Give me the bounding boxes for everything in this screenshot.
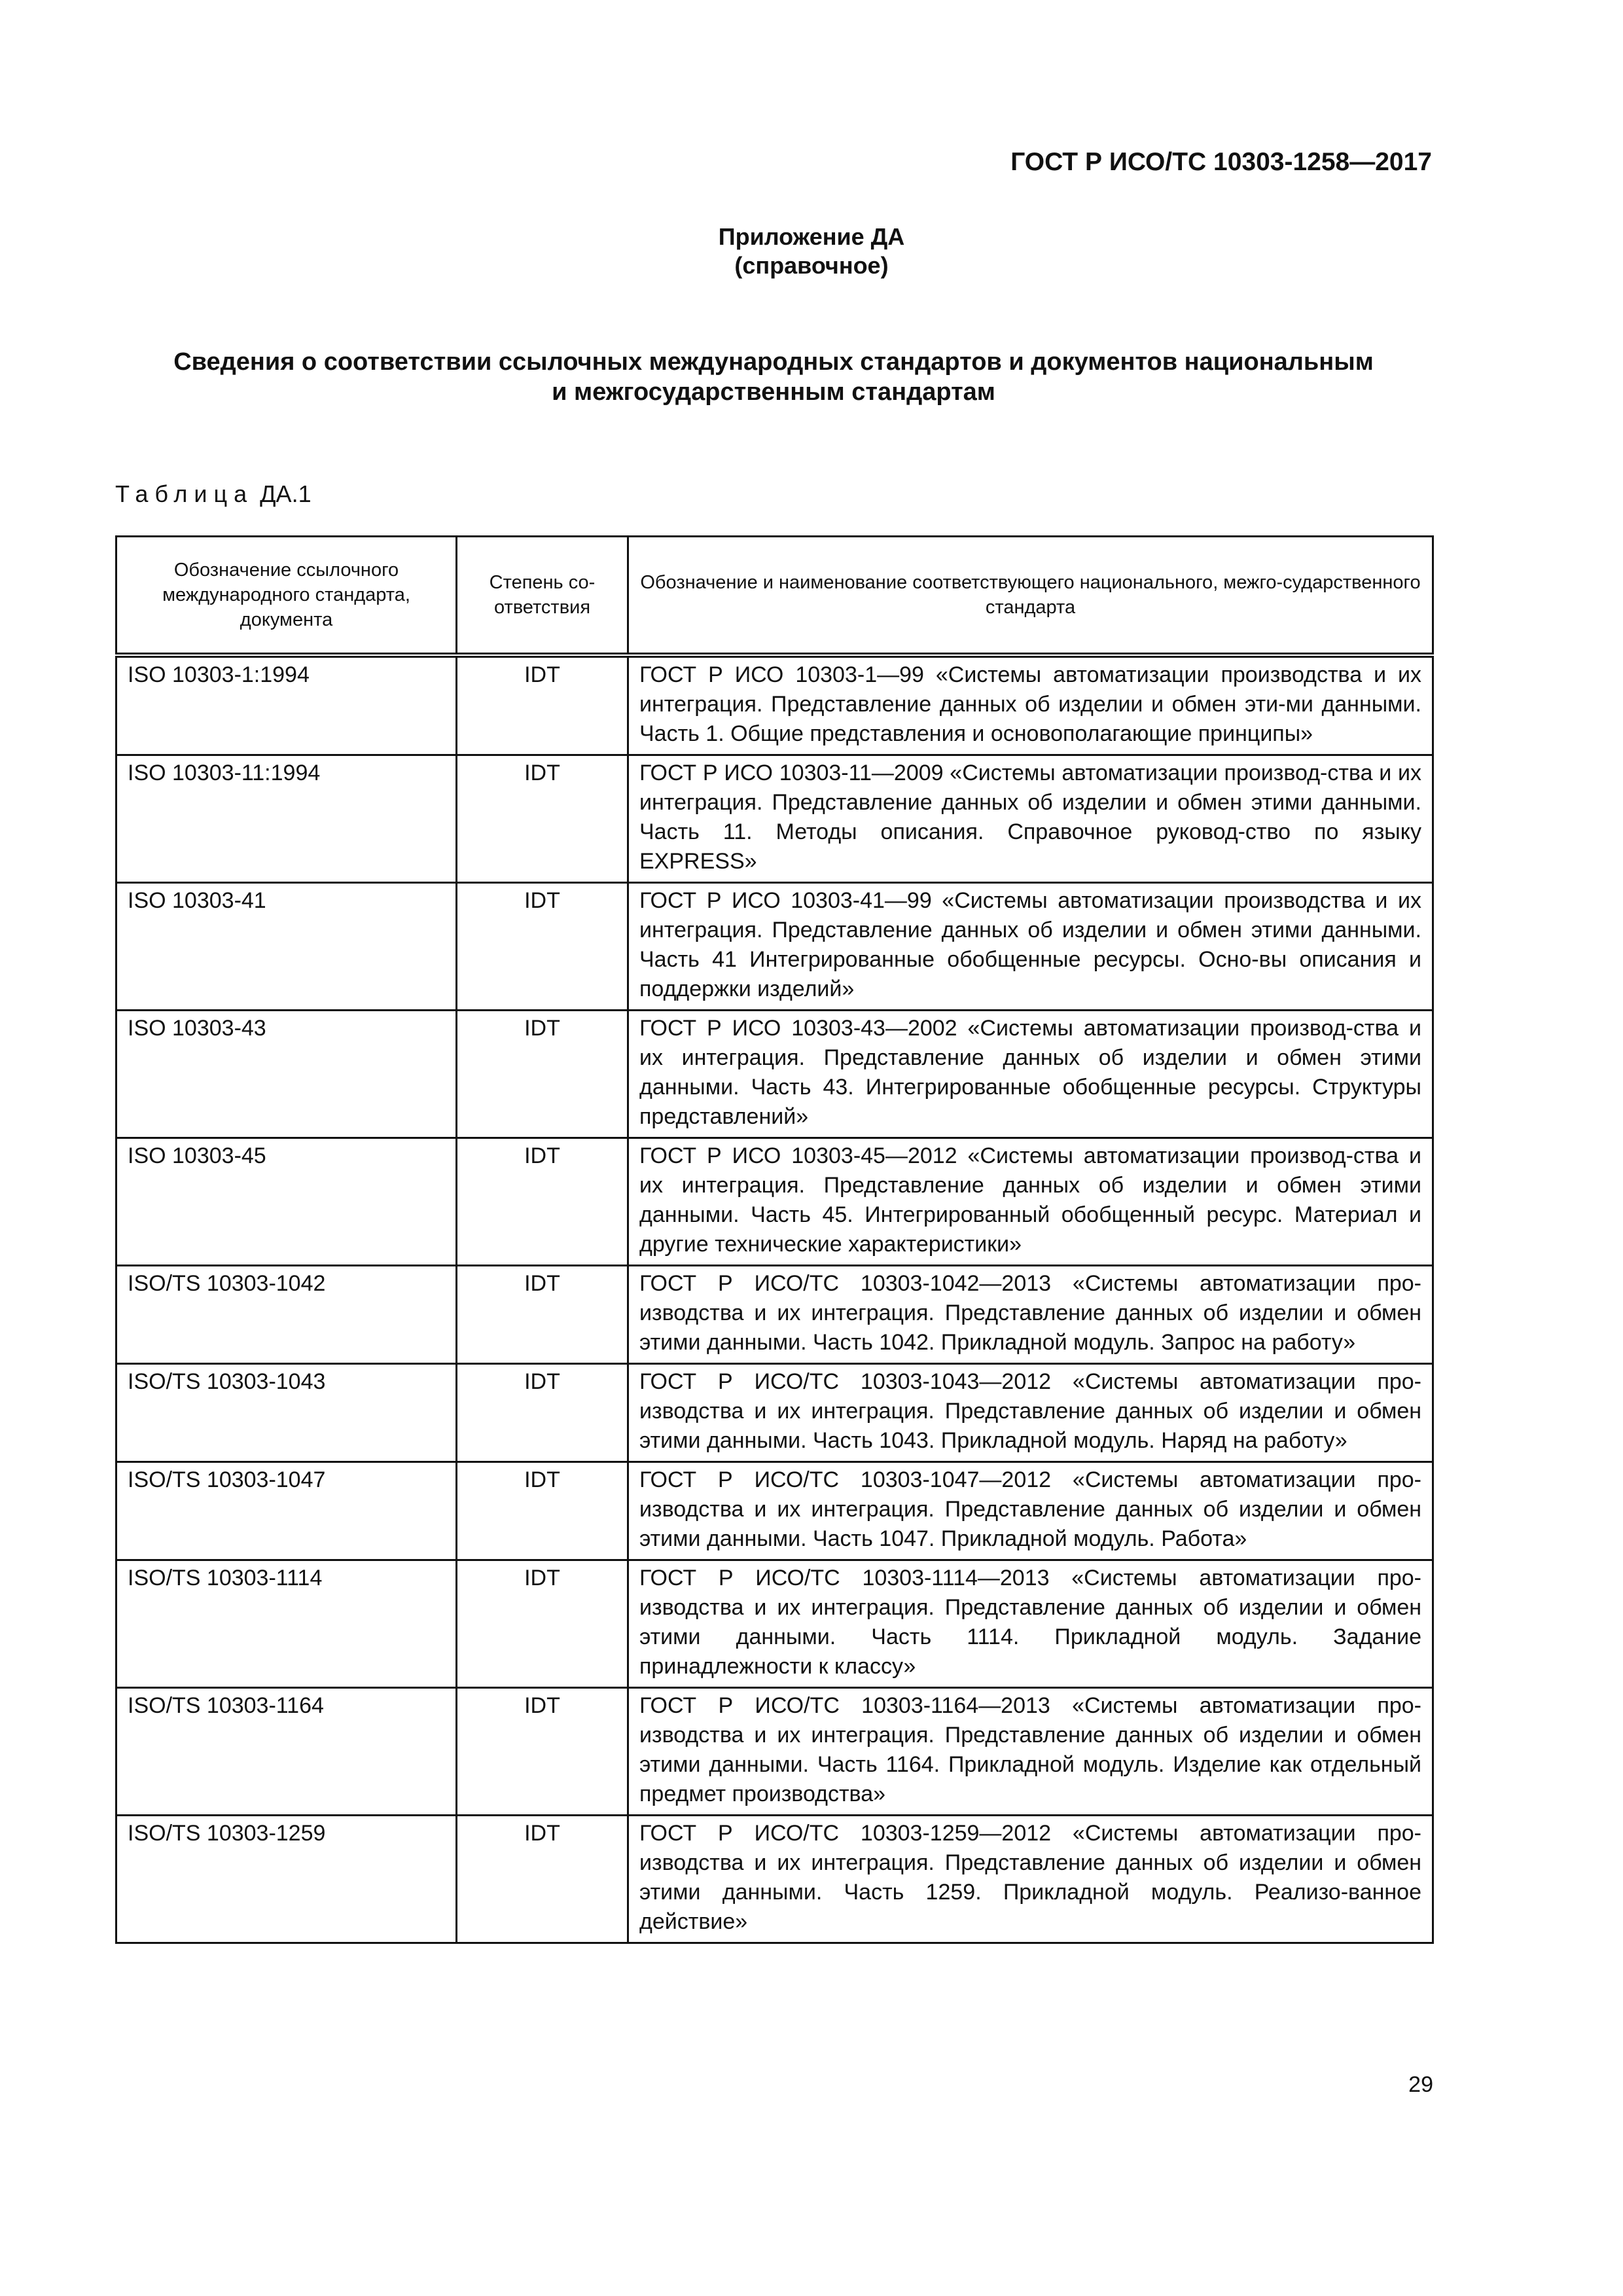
section-title-line2: и межгосударственным стандартам — [552, 378, 995, 406]
table-label-word: Таблица — [115, 480, 254, 507]
national-standard-cell: ГОСТ Р ИСО 10303-41—99 «Системы автоматизации производства и их интеграция. Представление данных об изделии и обмен этими данными. Часть 41 Интегрированные обобщенные ресурсы. Осно-вы описания и поддержки изделий» — [628, 883, 1433, 1011]
table-row — [116, 1364, 1433, 1462]
intl-standard-cell: ISO 10303-11:1994 — [116, 755, 457, 883]
table-label — [115, 480, 312, 508]
intl-standard-cell: ISO 10303-41 — [116, 883, 457, 1011]
degree-cell: IDT — [457, 1816, 628, 1943]
appendix-title: Приложение ДА — [718, 223, 905, 250]
table-row — [116, 755, 1433, 883]
national-standard-cell: ГОСТ Р ИСО/ТС 10303-1042—2013 «Системы автоматизации про-изводства и их интеграция. Представление данных об изделии и обмен этими данными. Часть 1042. Прикладной модуль. Запрос на работу» — [628, 1266, 1433, 1364]
degree-cell: IDT — [457, 1364, 628, 1462]
table-body — [116, 655, 1433, 1943]
national-standard-cell: ГОСТ Р ИСО/ТС 10303-1259—2012 «Системы автоматизации про-изводства и их интеграция. Представление данных об изделии и обмен этими данными. Часть 1259. Прикладной модуль. Реализо-ванное действие» — [628, 1816, 1433, 1943]
national-standard-cell: ГОСТ Р ИСО/ТС 10303-1114—2013 «Системы автоматизации про-изводства и их интеграция. Представление данных об изделии и обмен этими данными. Часть 1114. Прикладной модуль. Задание принадлежности к классу» — [628, 1560, 1433, 1688]
appendix-heading — [0, 223, 1623, 280]
intl-standard-cell: ISO 10303-43 — [116, 1011, 457, 1138]
section-title — [115, 347, 1432, 407]
degree-cell: IDT — [457, 1011, 628, 1138]
table-row — [116, 1560, 1433, 1688]
standards-correspondence-table — [115, 535, 1434, 1944]
table-row — [116, 1138, 1433, 1266]
document-code: ГОСТ Р ИСО/ТС 10303-1258—2017 — [1010, 148, 1432, 176]
national-standard-cell: ГОСТ Р ИСО 10303-43—2002 «Системы автоматизации производ-ства и их интеграция. Представление данных об изделии и обмен этими данными. Часть 43. Интегрированные обобщенные ресурсы. Структуры представлений» — [628, 1011, 1433, 1138]
national-standard-cell: ГОСТ Р ИСО 10303-11—2009 «Системы автоматизации производ-ства и их интеграция. Представление данных об изделии и обмен этими данными. Часть 11. Методы описания. Справочное руковод-ство по языку EXPRESS» — [628, 755, 1433, 883]
intl-standard-cell: ISO/TS 10303-1047 — [116, 1462, 457, 1560]
intl-standard-cell: ISO/TS 10303-1114 — [116, 1560, 457, 1688]
header-degree: Степень со-ответствия — [457, 537, 628, 656]
degree-cell: IDT — [457, 1138, 628, 1266]
national-standard-cell: ГОСТ Р ИСО/ТС 10303-1043—2012 «Системы автоматизации про-изводства и их интеграция. Представление данных об изделии и обмен этими данными. Часть 1043. Прикладной модуль. Наряд на работу» — [628, 1364, 1433, 1462]
table-row — [116, 1688, 1433, 1816]
table-row — [116, 1816, 1433, 1943]
table-row — [116, 1011, 1433, 1138]
intl-standard-cell: ISO 10303-45 — [116, 1138, 457, 1266]
page-number: 29 — [1408, 2072, 1433, 2097]
section-title-line1: Сведения о соответствии ссылочных международных стандартов и документов национальным — [173, 348, 1374, 376]
table-header-row — [116, 537, 1433, 656]
appendix-subtitle: (справочное) — [734, 252, 889, 279]
degree-cell: IDT — [457, 755, 628, 883]
intl-standard-cell: ISO/TS 10303-1042 — [116, 1266, 457, 1364]
national-standard-cell: ГОСТ Р ИСО/ТС 10303-1164—2013 «Системы автоматизации про-изводства и их интеграция. Представление данных об изделии и обмен этими данными. Часть 1164. Прикладной модуль. Изделие как отдельный предмет производства» — [628, 1688, 1433, 1816]
table-row — [116, 883, 1433, 1011]
table-row — [116, 655, 1433, 755]
degree-cell: IDT — [457, 1266, 628, 1364]
intl-standard-cell: ISO/TS 10303-1164 — [116, 1688, 457, 1816]
intl-standard-cell: ISO 10303-1:1994 — [116, 655, 457, 755]
degree-cell: IDT — [457, 883, 628, 1011]
national-standard-cell: ГОСТ Р ИСО 10303-45—2012 «Системы автоматизации производ-ства и их интеграция. Представление данных об изделии и обмен этими данными. Часть 45. Интегрированный обобщенный ресурс. Материал и другие технические характеристики» — [628, 1138, 1433, 1266]
degree-cell: IDT — [457, 1688, 628, 1816]
header-intl-standard: Обозначение ссылочного международного стандарта, документа — [116, 537, 457, 656]
national-standard-cell: ГОСТ Р ИСО/ТС 10303-1047—2012 «Системы автоматизации про-изводства и их интеграция. Представление данных об изделии и обмен этими данными. Часть 1047. Прикладной модуль. Работа» — [628, 1462, 1433, 1560]
table-label-number: ДА.1 — [260, 480, 312, 507]
degree-cell: IDT — [457, 655, 628, 755]
national-standard-cell: ГОСТ Р ИСО 10303-1—99 «Системы автоматизации производства и их интеграция. Представление данных об изделии и обмен эти-ми данными. Часть 1. Общие представления и основополагающие принципы» — [628, 655, 1433, 755]
intl-standard-cell: ISO/TS 10303-1259 — [116, 1816, 457, 1943]
table-row — [116, 1462, 1433, 1560]
intl-standard-cell: ISO/TS 10303-1043 — [116, 1364, 457, 1462]
degree-cell: IDT — [457, 1560, 628, 1688]
degree-cell: IDT — [457, 1462, 628, 1560]
header-national-standard: Обозначение и наименование соответствующего национального, межго-сударственного стандарта — [628, 537, 1433, 656]
table-row — [116, 1266, 1433, 1364]
